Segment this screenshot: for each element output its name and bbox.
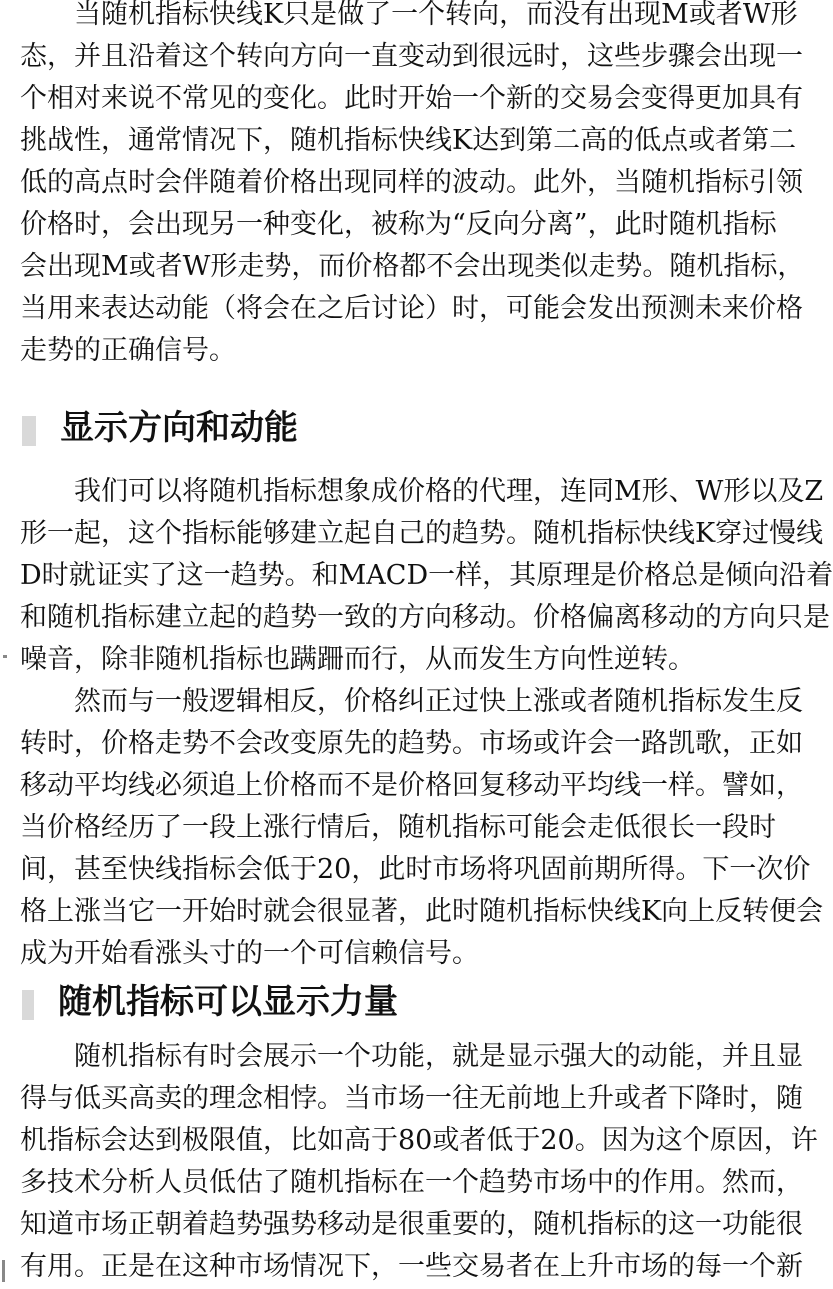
text-line: 多技术分析人员低估了随机指标在一个趋势市场中的作用。然而， — [20, 1167, 803, 1198]
text-line: 噪音，除非随机指标也蹒跚而行，从而发生方向性逆转。 — [20, 644, 695, 675]
scan-artifact — [2, 1260, 5, 1282]
text-line: 得与低买高卖的理念相悖。当市场一往无前地上升或者下降时，随 — [20, 1083, 803, 1114]
text-line: 低的高点时会伴随着价格出现同样的波动。此外，当随机指标引领 — [20, 167, 803, 198]
section-heading-strength: 随机指标可以显示力量 — [58, 982, 398, 1022]
text-line: 态，并且沿着这个转向方向一直变动到很远时，这些步骤会出现一 — [20, 41, 803, 72]
text-line: 知道市场正朝着趋势强势移动是很重要的，随机指标的这一功能很 — [20, 1209, 803, 1240]
text-line: 间，甚至快线指标会低于20，此时市场将巩固前期所得。下一次价 — [20, 854, 811, 885]
text-line: 会出现M或者W形走势，而价格都不会出现类似走势。随机指标， — [20, 251, 805, 282]
text-line: 转时，价格走势不会改变原先的趋势。市场或许会一路凯歌，正如 — [20, 728, 803, 759]
text-line: 挑战性，通常情况下，随机指标快线K达到第二高的低点或者第二 — [20, 125, 797, 156]
text-line: 格上涨当它一开始时就会很显著，此时随机指标快线K向上反转便会 — [20, 896, 824, 927]
text-line: 然而与一般逻辑相反，价格纠正过快上涨或者随机指标发生反 — [74, 686, 803, 717]
text-line: 当价格经历了一段上涨行情后，随机指标可能会走低很长一段时 — [20, 812, 776, 843]
paragraph-intro — [20, 0, 805, 372]
text-line: 移动平均线必须追上价格而不是价格回复移动平均线一样。譬如， — [20, 770, 803, 801]
paragraph-direction-1 — [20, 471, 833, 681]
text-line: 当随机指标快线K只是做了一个转向，而没有出现M或者W形 — [74, 0, 798, 30]
text-line: 走势的正确信号。 — [20, 335, 236, 366]
text-line: 形一起，这个指标能够建立起自己的趋势。随机指标快线K穿过慢线 — [20, 518, 824, 549]
heading-marker — [22, 416, 36, 446]
text-line: 成为开始看涨头寸的一个可信赖信号。 — [20, 938, 479, 969]
heading-marker — [22, 990, 34, 1020]
text-line: 当用来表达动能（将会在之后讨论）时，可能会发出预测未来价格 — [20, 293, 803, 324]
text-line: 我们可以将随机指标想象成价格的代理，连同M形、W形以及Z — [74, 476, 824, 507]
text-line: D时就证实了这一趋势。和MACD一样，其原理是价格总是倾向沿着 — [20, 560, 833, 591]
text-line: 价格时，会出现另一种变化，被称为“反向分离”，此时随机指标 — [20, 209, 777, 240]
section-heading-direction-momentum: 显示方向和动能 — [60, 408, 298, 448]
text-line: 机指标会达到极限值，比如高于80或者低于20。因为这个原因，许 — [20, 1125, 818, 1156]
paragraph-direction-2 — [20, 681, 824, 975]
text-line: 和随机指标建立起的趋势一致的方向移动。价格偏离移动的方向只是 — [20, 602, 830, 633]
text-line: 随机指标有时会展示一个功能，就是显示强大的动能，并且显 — [74, 1041, 803, 1072]
paragraph-strength-1 — [20, 1036, 818, 1288]
text-line: 个相对来说不常见的变化。此时开始一个新的交易会变得更加具有 — [20, 83, 803, 114]
text-line: 有用。正是在这种市场情况下，一些交易者在上升市场的每一个新 — [20, 1251, 803, 1282]
scan-artifact — [3, 655, 7, 658]
